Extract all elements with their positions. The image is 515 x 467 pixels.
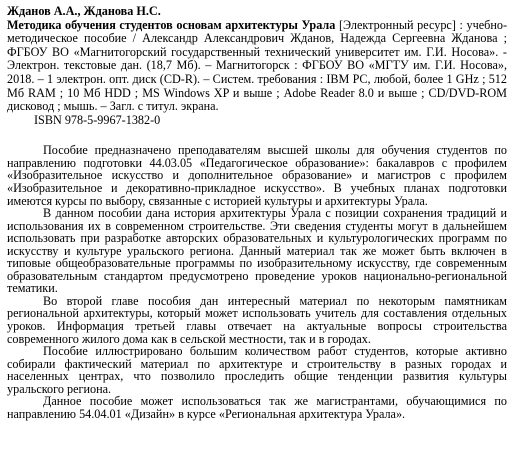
record-description: [Электронный ресурс] : учебно-методическое пособие / Александр Александрович Жданов, Надежда Сергеевна Жданова ; ФГБОУ ВО «Магнитогорский государственный технический университет им. Г.И. Носова». - Электрон. текстовые дан. (18,7 Мб). – Магнитогорск : ФГБОУ ВО «МГТУ им. Г.И. Носова», 2018. – 1 электрон. опт. диск (CD-R). – Систем. требования : IBM PC, любой, более 1 GHz ; 512 Мб RAM ; 10 Мб HDD ; MS Windows XP и выше ; Adobe Reader 8.0 и выше ; CD/DVD-ROM дисковод ; мышь. – Загл. с титул. экрана.	[7, 17, 507, 114]
record-title: Методика обучения студентов основам архитектуры Урала	[7, 17, 336, 32]
record-authors: Жданов А.А., Жданова Н.С.	[7, 4, 161, 18]
record-isbn: ISBN 978-5-9967-1382-0	[34, 112, 161, 127]
abstract-paragraph: В данном пособии дана история архитектуры Урала с позиции сохранения традиций и использования их в современном строительстве. Эти сведения студенты могут в дальнейшем использовать при разработке авторских образовательных и культурологических программ по искусству и культуре уральского региона. Данный материал так же может быть включен в типовые общеобразовательные программы по изобразительному искусству, где современным образовательным стандартом предусмотрено проведение уроков национально-региональной тематики.	[7, 206, 507, 296]
abstract-paragraph: Данное пособие может использоваться так же магистрантами, обучающимися по направлению 54.04.01 «Дизайн» в курсе «Региональная архитектура Урала».	[7, 394, 507, 421]
abstract-paragraph: Пособие иллюстрировано большим количеством работ студентов, которые активно собирали фактический материал по архитектуре и строительству в разных городах и населенных центрах, что позволило проследить общие тенденции развития культуры уральского региона.	[7, 344, 507, 396]
abstract	[7, 144, 507, 420]
abstract-paragraph: Пособие предназначено преподавателям высшей школы для обучения студентов по направлению подготовки 44.03.05 «Педагогическое образование»: бакалавров с профилем «Изобразительное искусство и дополнительное образование» и магистров с профилем «Изобразительное и декоративно-прикладное искусство». В учебных планах подготовки имеются курсы по выбору, связанные с историей культуры и архитектуры Урала.	[7, 143, 507, 208]
record-description-block	[7, 19, 507, 114]
abstract-paragraph: Во второй главе пособия дан интересный материал по некоторым памятникам региональной архитектуры, который может использовать учитель для составления отдельных уроков. Информация третьей главы отвечает на актуальные вопросы строительства современного жилого дома как в сельской местности, так и в городах.	[7, 293, 507, 346]
bibliographic-record	[7, 5, 507, 114]
